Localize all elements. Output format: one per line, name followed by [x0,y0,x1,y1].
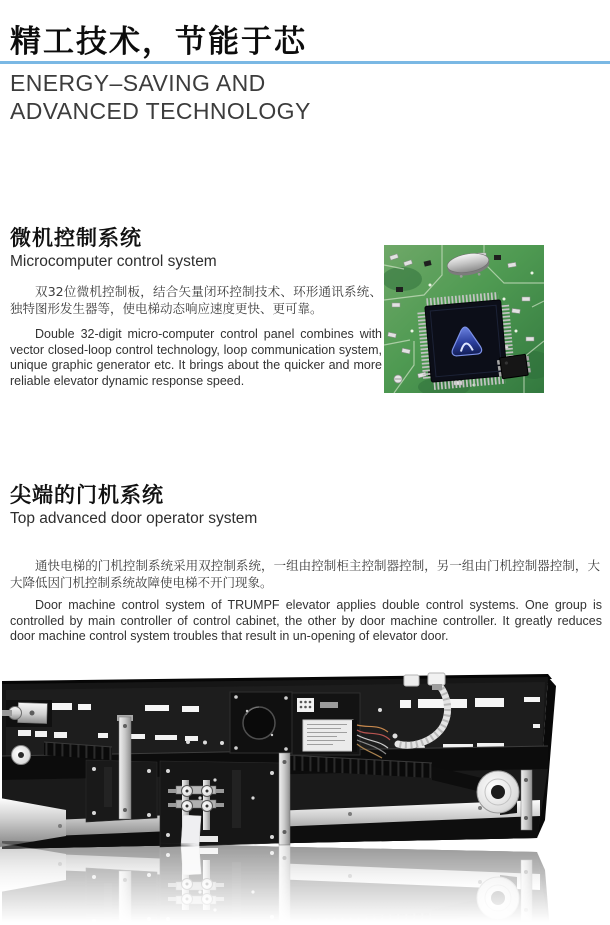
section-1-body-en: Double 32-digit micro-computer control panel combines with vector closed-loop control technology, loop communication system, unique graphic generator etc. It brings about the quicker and more reliable elevator dynamic response speed. [10,327,382,388]
controller-connector-label [297,698,314,712]
door-motor [230,692,292,753]
return-pulley-left [12,746,31,765]
section-1-heading-en: Microcomputer control system [10,253,217,270]
section-2-body-en: Door machine control system of TRUMPF elevator applies double control systems. One group is controlled by main controller of control cabinet, the other by door machine controller. It greatly reduces door machine control system troubles that result in un-opening of elevator door. [10,598,602,643]
section-2-body-cn: 通快电梯的门机控制系统采用双控制系统，一组由控制柜主控制器控制，另一组由门机控制器控制，大大降低因门机控制系统故障使电梯不开门现象。 [10,558,600,590]
accent-divider [0,61,610,64]
machine-reflection [0,841,556,925]
section-microcomputer-heading [10,227,217,271]
door-operator-machine [0,673,556,849]
page-title-en [10,69,311,125]
section-1-heading-cn: 微机控制系统 [10,226,142,250]
circuit-board-photo [384,245,544,393]
hanger-strap-right [521,770,532,830]
section-2-heading-cn: 尖端的门机系统 [10,483,164,507]
section-2-heading-en: Top advanced door operator system [10,510,258,527]
drive-belt [181,815,201,846]
pcb-photo-frame [384,245,544,393]
drive-pulley-right [477,771,519,813]
section-1-body-cn: 双32位微机控制板，结合矢量闭环控制技术、环形通讯系统、独特图形发生器等，使电梯动态响应速度更快、更可靠。 [10,284,382,316]
left-hanger-bracket [2,700,52,727]
pcb-screw [394,375,402,383]
soic-chip [497,354,532,379]
page-title-en-line2: ADVANCED TECHNOLOGY [10,98,311,124]
hanger-strap-mid [279,753,290,845]
door-operator-photo [0,670,610,925]
page-title-en-line1: ENERGY–SAVING AND [10,70,266,96]
section-door-operator-heading [10,484,257,528]
door-operator-photo-frame [0,670,610,925]
page-title-cn: 精工技术，节能于芯 [10,24,307,60]
hanger-strap-left [117,715,133,819]
